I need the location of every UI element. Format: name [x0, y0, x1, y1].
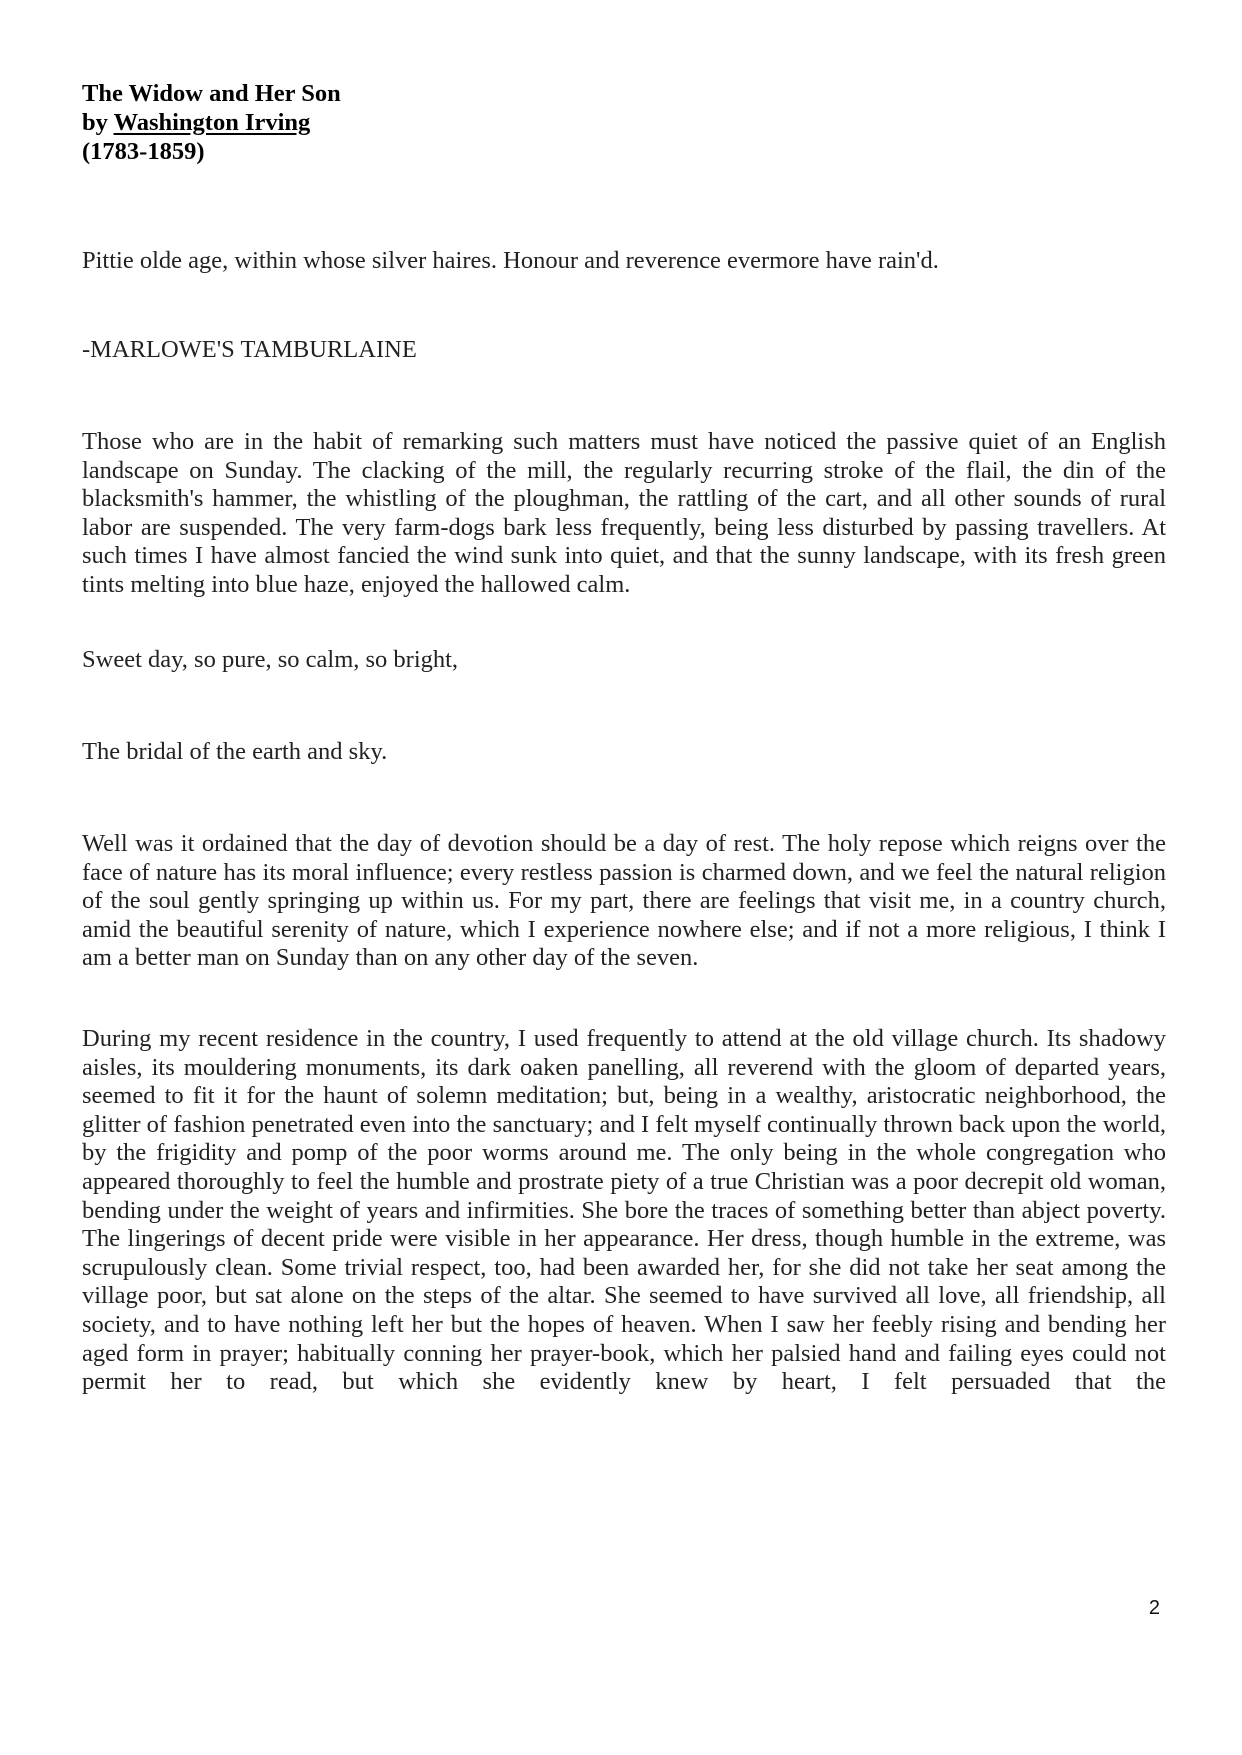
byline-prefix: by	[82, 109, 114, 136]
story-title: The Widow and Her Son	[82, 80, 341, 107]
document-header	[82, 79, 682, 166]
paragraph-village-church: During my recent residence in the country, I used frequently to attend at the old village church. Its shadowy aisles, its mouldering monuments, its dark oaken panelling, all reverend with the gloom of departed years, seemed to fit it for the haunt of solemn meditation; but, being in a wealthy, aristocratic neighborhood, the glitter of fashion penetrated even into the sanctuary; and I felt myself continually thrown back upon the world, by the frigidity and pomp of the poor worms around me. The only being in the whole congregation who appeared thoroughly to feel the humble and prostrate piety of a true Christian was a poor decrepit old woman, bending under the weight of years and infirmities. She bore the traces of something better than abject poverty. The lingerings of decent pride were visible in her appearance. Her dress, though humble in the extreme, was scrupulously clean. Some trivial respect, too, had been awarded her, for she did not take her seat among the village poor, but sat alone on the steps of the altar. She seemed to have survived all love, all friendship, all society, and to have nothing left her but the hopes of heaven. When I saw her feebly rising and bending her aged form in prayer; habitually conning her prayer-book, which her palsied hand and failing eyes could not permit her to read, but which she evidently knew by heart, I felt persuaded that the	[82, 1025, 1166, 1396]
paragraph-day-of-rest: Well was it ordained that the day of devotion should be a day of rest. The holy repose which reigns over the face of nature has its moral influence; every restless passion is charmed down, and we feel the natural religion of the soul gently springing up within us. For my part, there are feelings that visit me, in a country church, amid the beautiful serenity of nature, which I experience nowhere else; and if not a more religious, I think I am a better man on Sunday than on any other day of the seven.	[82, 830, 1166, 972]
paragraph-sunday-landscape: Those who are in the habit of remarking such matters must have noticed the passive quiet of an English landscape on Sunday. The clacking of the mill, the regularly recurring stroke of the flail, the din of the blacksmith's hammer, the whistling of the ploughman, the rattling of the cart, and all other sounds of rural labor are suspended. The very farm-dogs bark less frequently, being less disturbed by passing travellers. At such times I have almost fancied the wind sunk into quiet, and that the sunny landscape, with its fresh green tints melting into blue haze, enjoyed the hallowed calm.	[82, 428, 1166, 598]
verse-line-2: The bridal of the earth and sky.	[82, 738, 388, 765]
author-link[interactable]: Washington Irving	[113, 109, 311, 136]
page-number: 2	[1148, 1597, 1160, 1619]
verse-line-1: Sweet day, so pure, so calm, so bright,	[82, 646, 459, 673]
epigraph-quote: Pittie olde age, within whose silver haires. Honour and reverence evermore have rain'd.	[82, 247, 939, 274]
byline	[82, 108, 682, 137]
author-dates: (1783-1859)	[82, 138, 205, 165]
epigraph-attribution: -MARLOWE'S TAMBURLAINE	[82, 336, 417, 363]
